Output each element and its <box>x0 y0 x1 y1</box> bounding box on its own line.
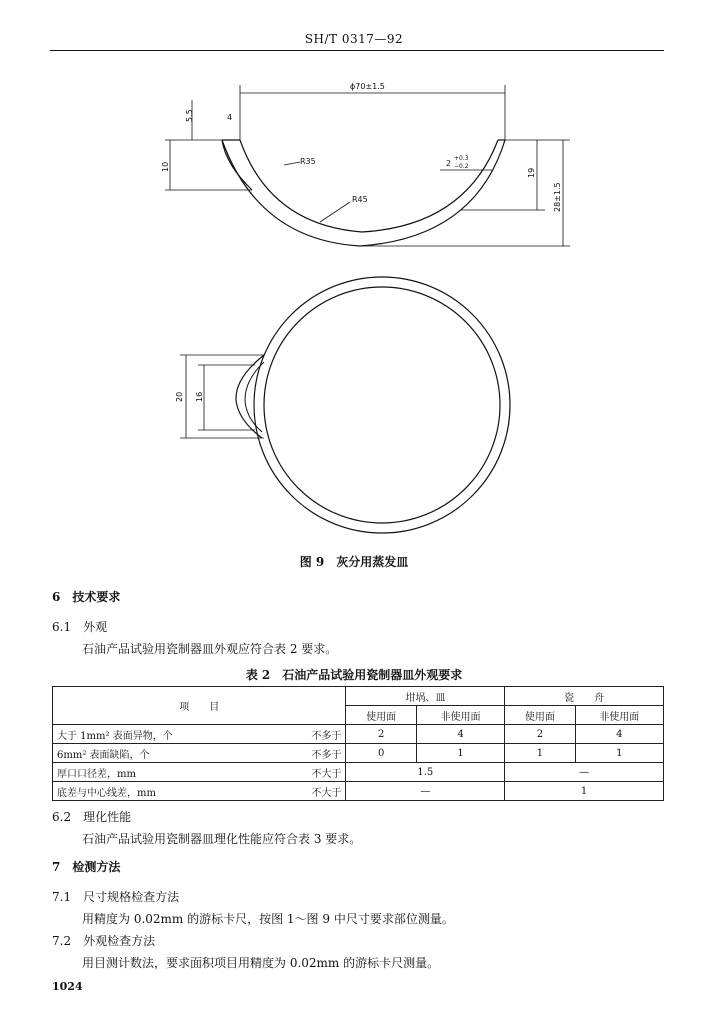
cell: 1 <box>505 744 575 763</box>
section-6-1-heading: 6.1 外观 <box>52 620 108 634</box>
section-6-2-text: 石油产品试验用瓷制器皿理化性能应符合表 3 要求。 <box>82 832 362 846</box>
dim-wall-tol-plus: +0.3 <box>454 155 469 162</box>
header-non-use-face-1: 非使用面 <box>416 706 504 725</box>
row-limit: 不多于 <box>277 725 346 744</box>
table-2 <box>52 686 664 801</box>
cell: 1.5 <box>346 763 505 782</box>
row-limit: 不多于 <box>277 744 346 763</box>
row-limit: 不大于 <box>277 763 346 782</box>
row-item: 厚口口径差，mm <box>53 763 277 782</box>
header-use-face-2: 使用面 <box>505 706 575 725</box>
cell: — <box>346 782 505 801</box>
dim-depth-small: 10 <box>161 161 170 172</box>
section-7-heading: 7 检测方法 <box>52 860 121 874</box>
dim-total-height: 28±1.5 <box>553 182 562 212</box>
header-rule <box>50 50 664 51</box>
figure-caption: 图 9 灰分用蒸发皿 <box>299 555 409 569</box>
section-7-2-text: 用目测计数法，要求面积项目用精度为 0.02mm 的游标卡尺测量。 <box>82 956 440 970</box>
dim-spout-outer: 20 <box>175 391 184 402</box>
bowl-inner-profile <box>240 140 498 232</box>
section-6-heading: 6 技术要求 <box>52 590 121 604</box>
cell: 2 <box>346 725 416 744</box>
table-2-title: 表 2 石油产品试验用瓷制器皿外观要求 <box>245 668 463 682</box>
table-header-row <box>53 687 664 706</box>
spout-profile <box>222 140 252 190</box>
page-number: 1024 <box>52 980 83 993</box>
figure-9-drawing <box>0 60 708 550</box>
row-item: 大于 1mm² 表面异物，个 <box>53 725 277 744</box>
cell: 0 <box>346 744 416 763</box>
header-group-boat: 瓷 舟 <box>505 687 664 706</box>
section-6-2-heading: 6.2 理化性能 <box>52 810 132 824</box>
top-view-inner-rim <box>264 287 500 523</box>
row-item: 6mm² 表面缺陷，个 <box>53 744 277 763</box>
dim-diameter: ϕ70±1.5 <box>350 82 385 91</box>
header-use-face-1: 使用面 <box>346 706 416 725</box>
row-limit: 不大于 <box>277 782 346 801</box>
document-code: SH/T 0317—92 <box>304 32 404 46</box>
table-row <box>53 725 664 744</box>
dim-radius-inner: R35 <box>300 157 316 166</box>
section-7-1-text: 用精度为 0.02mm 的游标卡尺，按图 1～图 9 中尺寸要求部位测量。 <box>82 912 454 926</box>
section-7-2-heading: 7.2 外观检查方法 <box>52 934 156 948</box>
table-row <box>53 744 664 763</box>
dim-wall: 2 <box>446 159 452 168</box>
row-item: 底差与中心线差，mm <box>53 782 277 801</box>
cell: 1 <box>575 744 663 763</box>
header-group-crucible: 坩埚、皿 <box>346 687 505 706</box>
cell: 1 <box>416 744 504 763</box>
cell: 4 <box>416 725 504 744</box>
cell: 4 <box>575 725 663 744</box>
header-non-use-face-2: 非使用面 <box>575 706 663 725</box>
dim-radius-outer: R45 <box>352 195 368 204</box>
section-7-1-heading: 7.1 尺寸规格检查方法 <box>52 890 180 904</box>
cell: — <box>505 763 664 782</box>
cell: 2 <box>505 725 575 744</box>
dim-inner-depth: 19 <box>527 167 536 178</box>
table-row <box>53 763 664 782</box>
dim-lip-height: 5.5 <box>185 109 194 122</box>
table-row <box>53 782 664 801</box>
header-item: 项 目 <box>53 687 346 725</box>
section-6-1-text: 石油产品试验用瓷制器皿外观应符合表 2 要求。 <box>82 642 338 656</box>
top-view-outer-rim <box>254 277 510 533</box>
cell: 1 <box>505 782 664 801</box>
dim-lip-width: 4 <box>227 113 233 122</box>
dim-spout-inner: 16 <box>195 391 204 402</box>
dim-wall-tol-minus: −0.2 <box>454 163 469 170</box>
